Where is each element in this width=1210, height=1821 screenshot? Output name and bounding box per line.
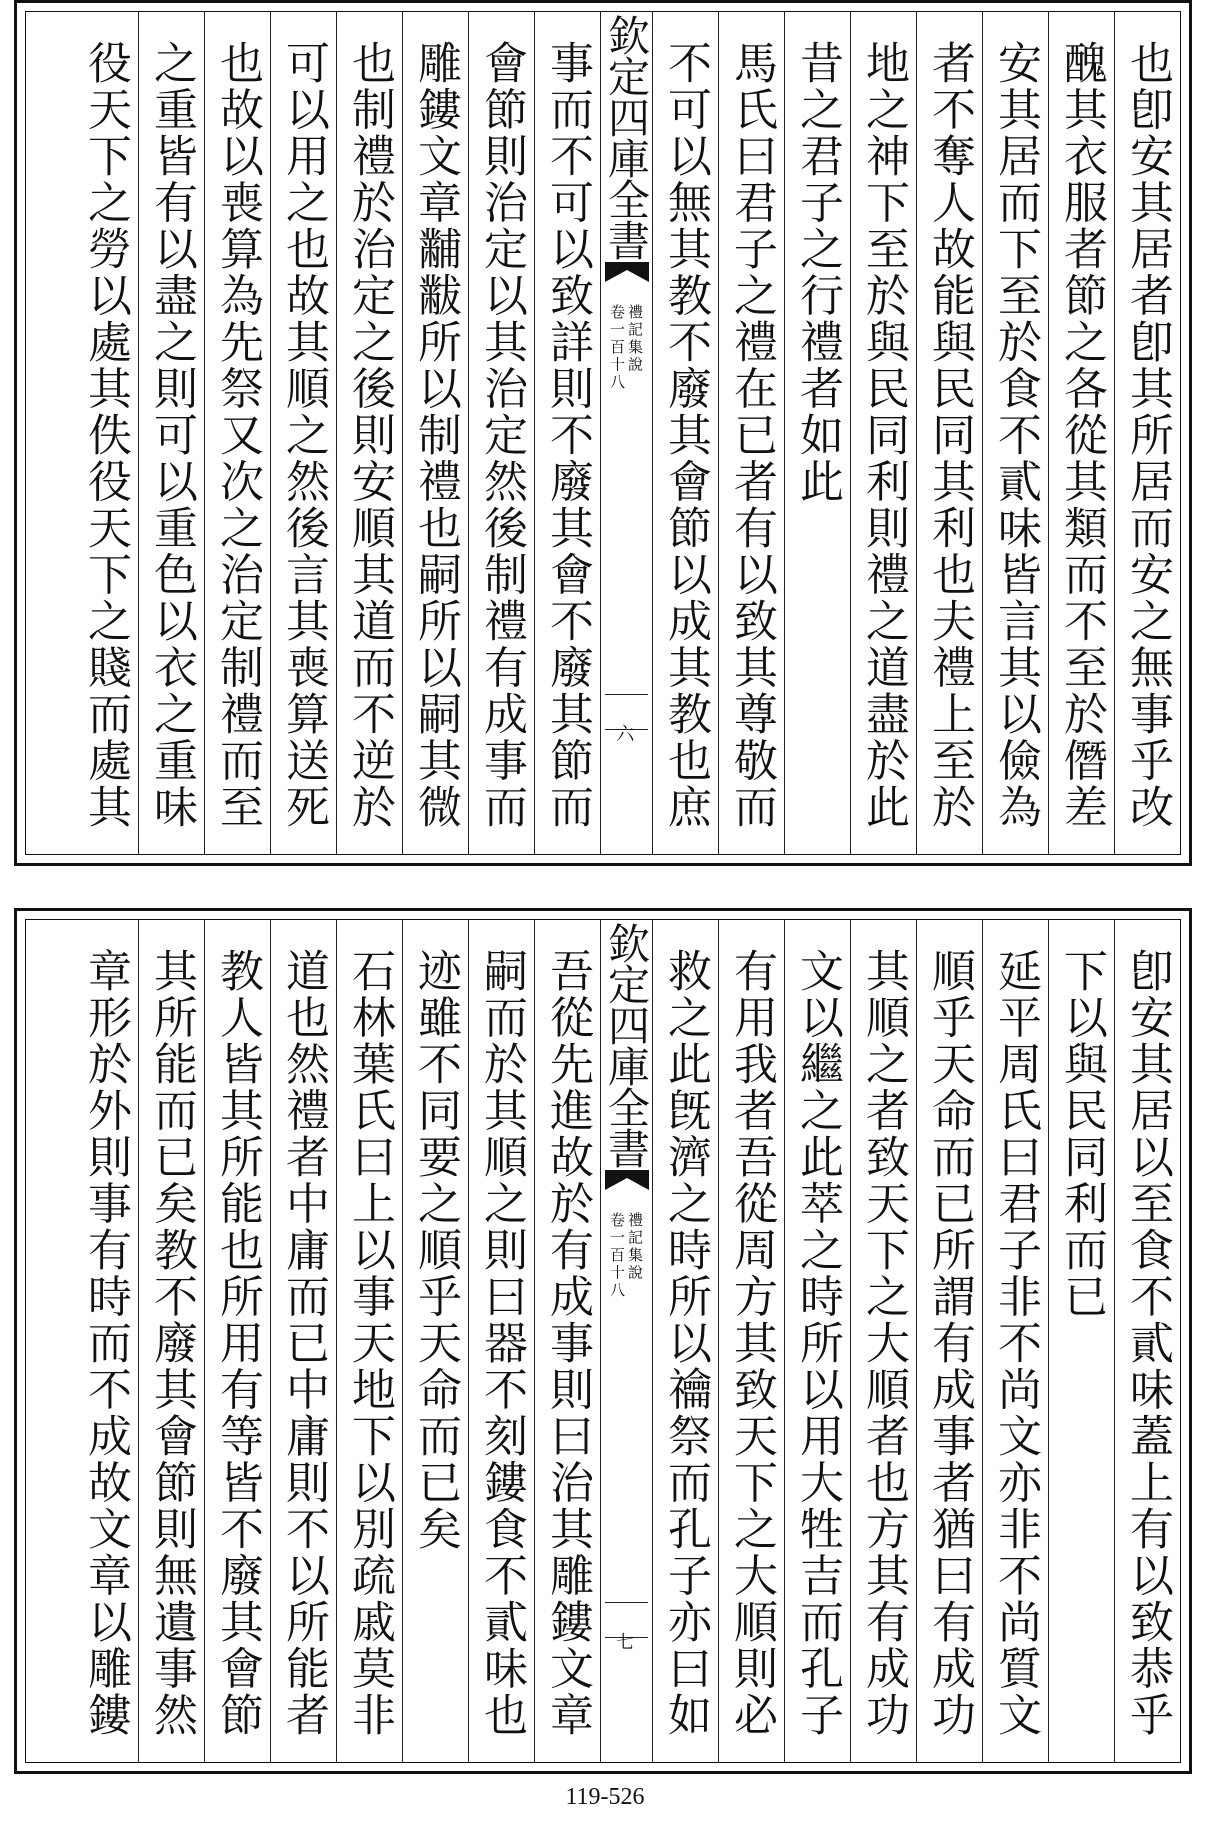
upper-text-column: 者不奪人故能與民同其利也夫禮上至於 <box>916 12 982 854</box>
lower-text-column: 教人皆其所能也所用有等皆不廢其會節 <box>204 920 270 1762</box>
volume-label: 卷一百十八 <box>608 304 626 392</box>
lower-page <box>14 908 1192 1774</box>
upper-text-column: 事而不可以致詳則不廢其會不廢其節而 <box>534 12 600 854</box>
book-title: 欽定四庫全書 <box>602 922 651 1168</box>
collection-title: 禮記集說 <box>626 304 644 374</box>
upper-text-column: 役天下之勞以處其佚役天下之賤而處其 <box>80 40 131 831</box>
upper-text-column: 昔之君子之行禮者如此 <box>784 12 850 854</box>
lower-text-column: 嗣而於其順之則曰器不刻鏤食不貳味也 <box>468 920 534 1762</box>
lower-text-column: 卽安其居以至食不貳味蓋上有以致恭乎 <box>1114 920 1180 1762</box>
lower-text-column: 迹雖不同要之順乎天命而已矣 <box>402 920 468 1762</box>
lower-text-column: 其所能而已矣教不廢其會節則無遺事然 <box>138 920 204 1762</box>
upper-center-fold <box>600 12 652 854</box>
upper-text-column: 也卽安其居者卽其所居而安之無事乎改 <box>1114 12 1180 854</box>
upper-text-column: 醜其衣服者節之各從其類而不至於僭差 <box>1048 12 1114 854</box>
page-number: 七 <box>616 1632 637 1653</box>
lower-text-column: 章形於外則事有時而不成故文章以雕鏤 <box>80 948 131 1739</box>
lower-text-column: 順乎天命而已所謂有成事者猶曰有成功 <box>916 920 982 1762</box>
collection-title: 禮記集說 <box>626 1212 644 1282</box>
upper-text-column: 安其居而下至於食不貳味皆言其以儉為 <box>982 12 1048 854</box>
lower-text-column: 其順之者致天下之大順者也方其有成功 <box>850 920 916 1762</box>
upper-page <box>14 0 1192 866</box>
upper-page-frame <box>25 11 1181 855</box>
lower-text-column: 石林葉氏曰上以事天地下以別疏戚莫非 <box>336 920 402 1762</box>
lower-text-column: 救之此旣濟之時所以禴祭而孔子亦曰如 <box>652 920 718 1762</box>
upper-text-column: 可以用之也故其順之然後言其喪算送死 <box>270 12 336 854</box>
book-title: 欽定四庫全書 <box>602 14 651 260</box>
upper-text-column: 馬氏曰君子之禮在已者有以致其尊敬而 <box>718 12 784 854</box>
lower-text-column: 下以與民同利而已 <box>1048 920 1114 1762</box>
upper-text-column: 地之神下至於與民同利則禮之道盡於此 <box>850 12 916 854</box>
page-number: 六 <box>616 724 637 745</box>
page-footer-number: 119-526 <box>565 1784 645 1810</box>
lower-columns <box>26 920 1180 1762</box>
lower-text-column: 吾從先進故於有成事則曰治其雕鏤文章 <box>534 920 600 1762</box>
lower-text-column: 有用我者吾從周方其致天下之大順則必 <box>718 920 784 1762</box>
upper-text-column: 之重皆有以盡之則可以重色以衣之重味 <box>138 12 204 854</box>
lower-center-fold <box>600 920 652 1762</box>
fish-tail-icon <box>605 262 649 282</box>
upper-text-column: 會節則治定以其治定然後制禮有成事而 <box>468 12 534 854</box>
lower-text-column: 延平周氏曰君子非不尚文亦非不尚質文 <box>982 920 1048 1762</box>
lower-text-column: 文以繼之此萃之時所以用大牲吉而孔子 <box>784 920 850 1762</box>
upper-text-column: 也故以喪算為先祭又次之治定制禮而至 <box>204 12 270 854</box>
volume-label: 卷一百十八 <box>608 1212 626 1300</box>
upper-text-column: 不可以無其教不廢其會節以成其教也庶 <box>652 12 718 854</box>
fish-tail-icon <box>605 1170 649 1190</box>
upper-columns <box>26 12 1180 854</box>
upper-text-column: 也制禮於治定之後則安順其道而不逆於 <box>336 12 402 854</box>
upper-text-column: 雕鏤文章黼黻所以制禮也嗣所以嗣其微 <box>402 12 468 854</box>
lower-text-column: 道也然禮者中庸而已中庸則不以所能者 <box>270 920 336 1762</box>
lower-page-frame <box>25 919 1181 1763</box>
